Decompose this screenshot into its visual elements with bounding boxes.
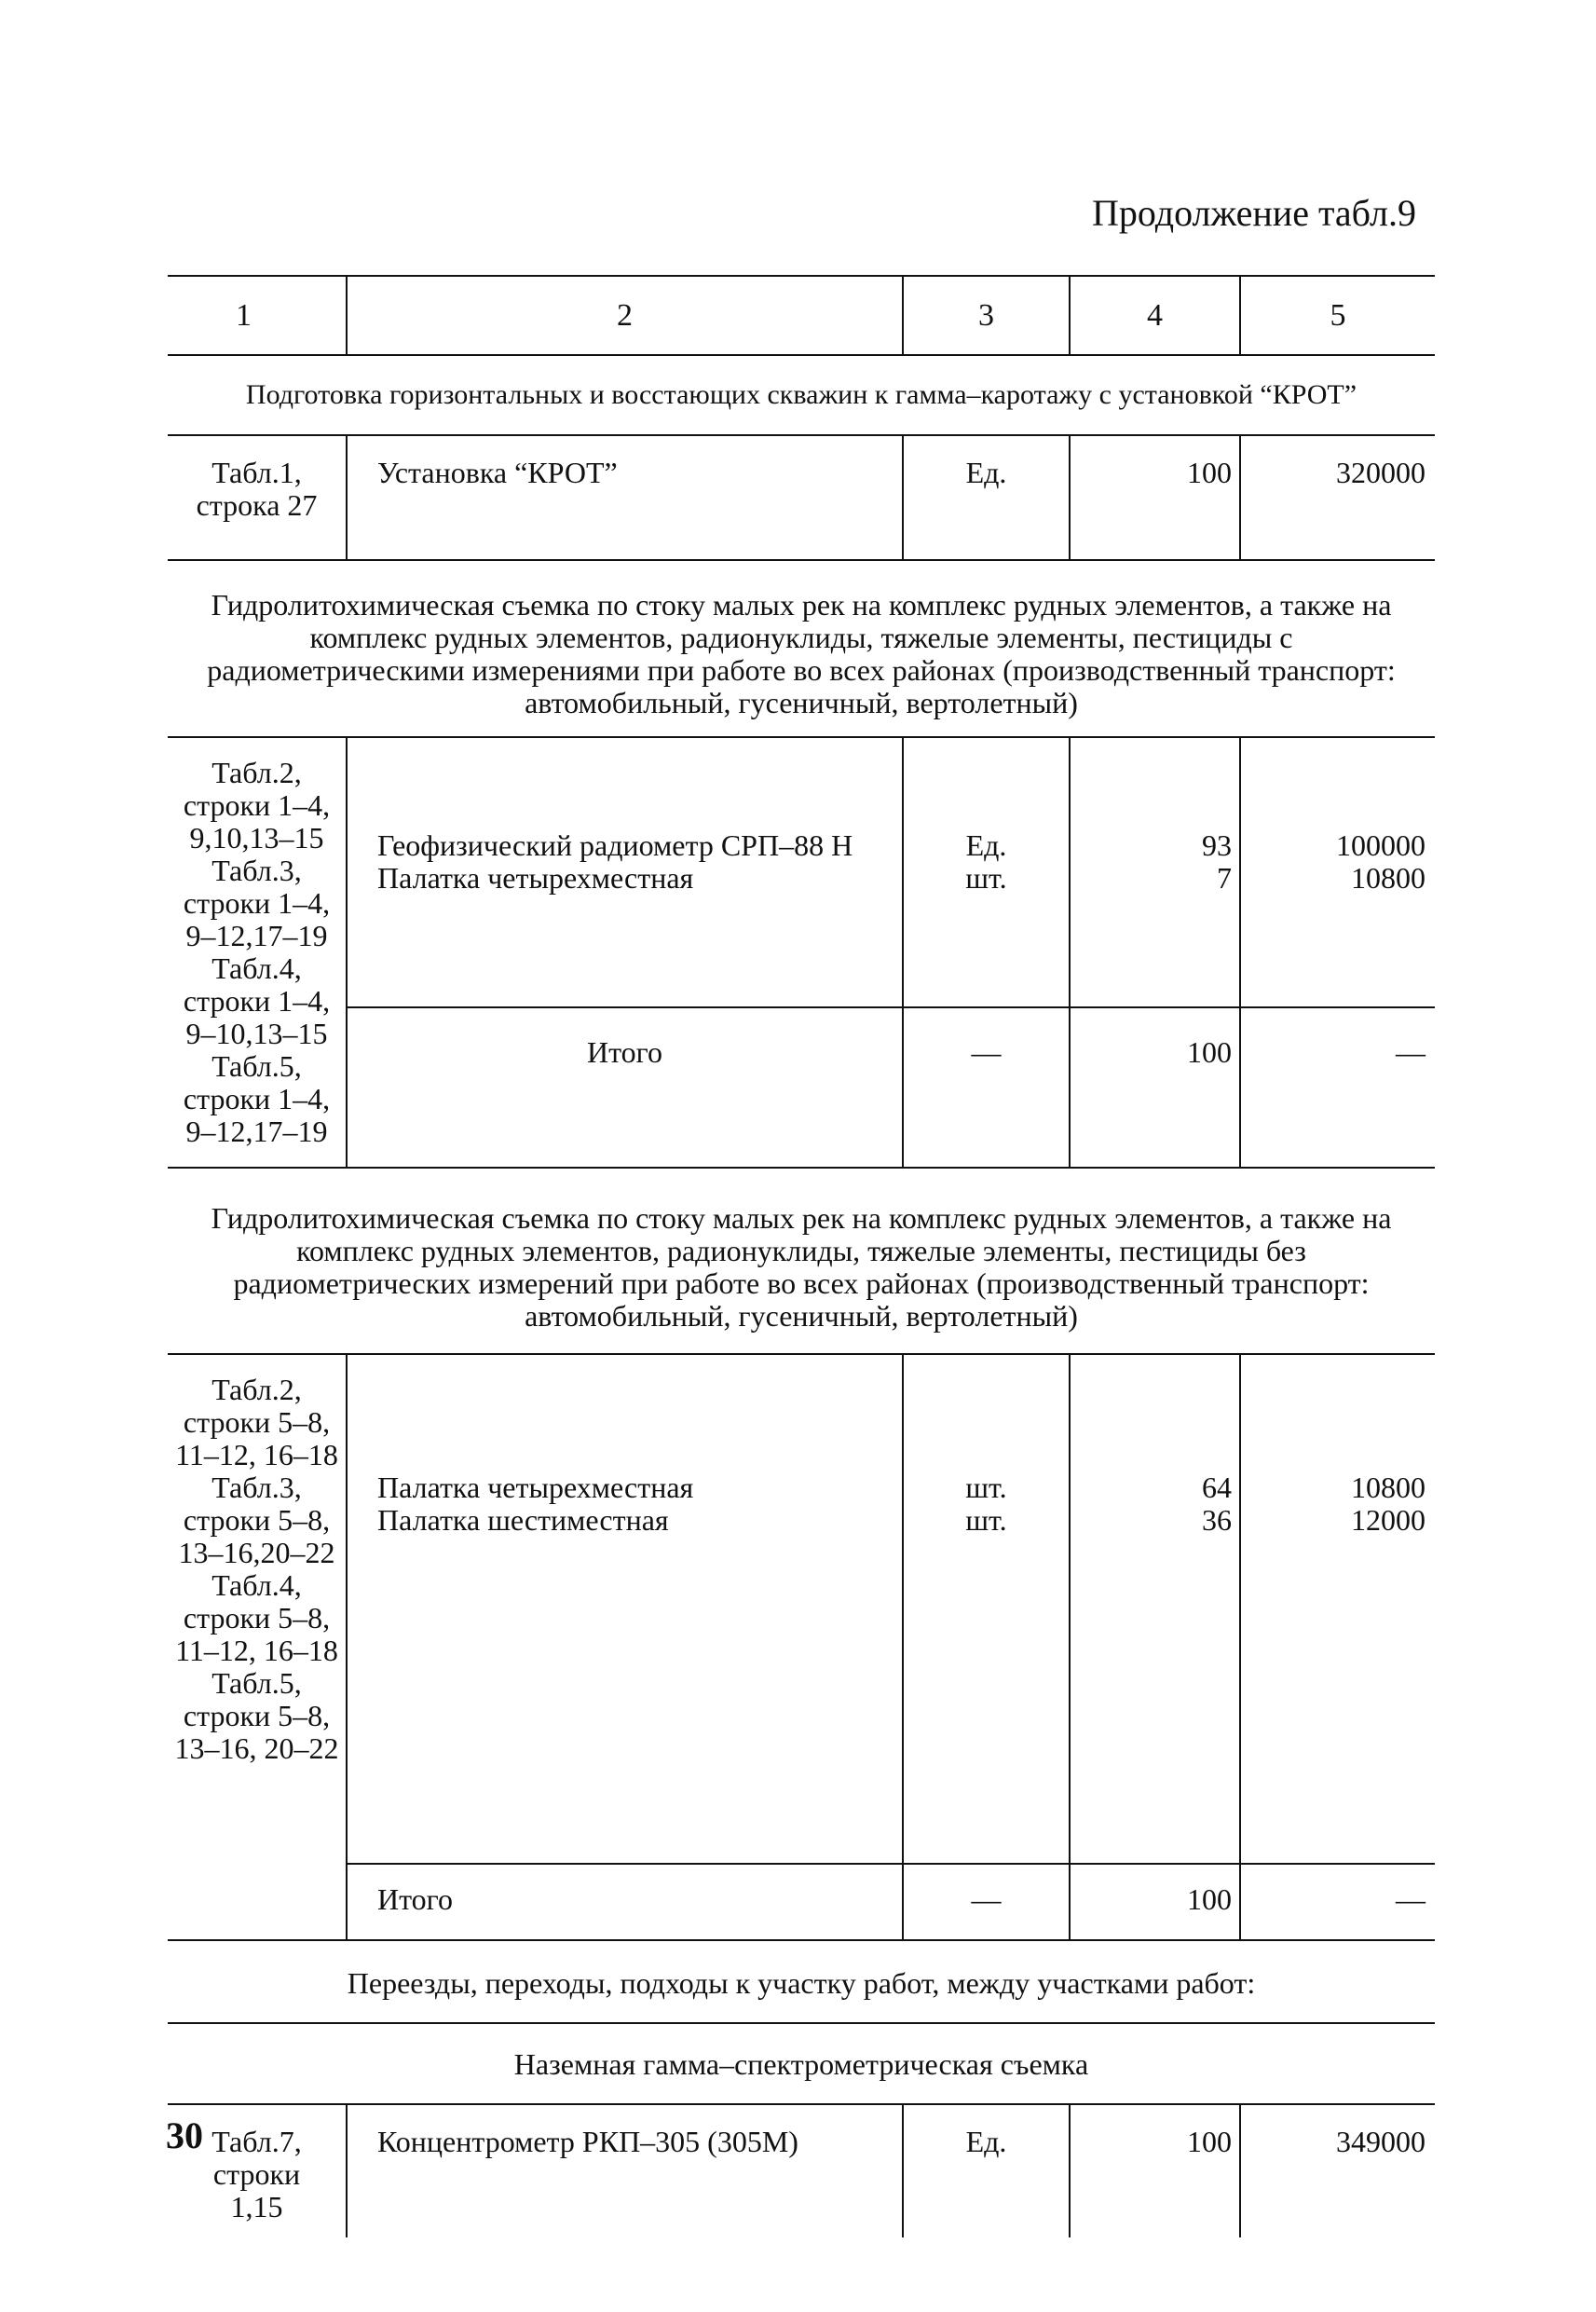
table-row	[168, 1354, 1435, 1864]
equipment-name: Геофизический радиометр СРП–88 Н Палатка четырехместная	[347, 737, 903, 1007]
section-title: Наземная гамма–спектрометрическая съемка	[168, 2023, 1435, 2104]
table-row	[168, 737, 1435, 1007]
column-header: 4	[1070, 276, 1240, 355]
table-row	[168, 2104, 1435, 2237]
subsection-heading: Переезды, переходы, подходы к участку работ, между участками работ:	[168, 1940, 1435, 2023]
equipment-name: Палатка четырехместная Палатка шестиместная	[347, 1354, 903, 1864]
subsection-heading-row	[168, 1940, 1435, 2023]
column-header: 2	[347, 276, 903, 355]
table-continuation-caption: Продолжение табл.9	[1092, 192, 1416, 234]
page-number: 30	[166, 2114, 203, 2156]
price-cell: —	[1240, 1864, 1435, 1940]
section-title-row	[168, 560, 1435, 737]
percent-cell: 100	[1070, 1007, 1240, 1168]
section-title: Гидролитохимическая съемка по стоку малых рек на комплекс рудных элементов, а также на комплекс рудных элементов, радионуклиды, тяжелые элементы, пестициды с радиометрическими измерениями при работе во всех районах (производственный транспорт: автомобильный, гусеничный, вертолетный)	[168, 560, 1435, 737]
column-header: 3	[903, 276, 1070, 355]
unit-cell: —	[903, 1007, 1070, 1168]
column-header: 1	[168, 276, 347, 355]
unit-cell: Ед. шт.	[903, 737, 1070, 1007]
unit-cell: шт. шт.	[903, 1354, 1070, 1864]
source-reference: Табл.2, строки 5–8, 11–12, 16–18 Табл.3, строки 5–8, 13–16,20–22 Табл.4, строки 5–8, 11–12, 16–18 Табл.5, строки 5–8, 13–16, 20–22	[174, 1373, 339, 1765]
equipment-name: Концентрометр РКП–305 (305М)	[347, 2104, 903, 2237]
table-header-row	[168, 276, 1435, 355]
unit-cell: Ед.	[903, 2104, 1070, 2237]
unit-cell: —	[903, 1864, 1070, 1940]
percent-cell: 93 7	[1070, 737, 1240, 1007]
source-reference: Табл.2, строки 1–4, 9,10,13–15 Табл.3, строки 1–4, 9–12,17–19 Табл.4, строки 1–4, 9–10,13–15 Табл.5, строки 1–4, 9–12,17–19	[183, 756, 331, 1148]
total-row	[168, 1007, 1435, 1168]
equipment-name: Установка “КРОТ”	[347, 435, 903, 560]
price-cell: 100000 10800	[1240, 737, 1435, 1007]
equipment-table	[168, 275, 1435, 2237]
section-title: Подготовка горизонтальных и восстающих скважин к гамма–каротажу с установкой “КРОТ”	[168, 355, 1435, 435]
source-reference: Табл.7, строки 1,15	[211, 2125, 302, 2223]
percent-cell: 100	[1070, 1864, 1240, 1940]
price-cell: 320000	[1240, 435, 1435, 560]
section-title-row	[168, 355, 1435, 435]
percent-cell: 100	[1070, 435, 1240, 560]
total-row	[168, 1864, 1435, 1940]
section-title-row	[168, 1168, 1435, 1354]
percent-cell: 64 36	[1070, 1354, 1240, 1864]
source-reference: Табл.1, строка 27	[196, 456, 318, 522]
section-title-row	[168, 2023, 1435, 2104]
column-header: 5	[1240, 276, 1435, 355]
price-cell: —	[1240, 1007, 1435, 1168]
price-cell: 10800 12000	[1240, 1354, 1435, 1864]
section-title: Гидролитохимическая съемка по стоку малых рек на комплекс рудных элементов, а также на комплекс рудных элементов, радионуклиды, тяжелые элементы, пестициды без радиометрических измерений при работе во всех районах (производственный транспорт: автомобильный, гусеничный, вертолетный)	[168, 1168, 1435, 1354]
price-cell: 349000	[1240, 2104, 1435, 2237]
percent-cell: 100	[1070, 2104, 1240, 2237]
total-label: Итого	[347, 1007, 903, 1168]
table-row	[168, 435, 1435, 560]
total-label: Итого	[347, 1864, 903, 1940]
unit-cell: Ед.	[903, 435, 1070, 560]
